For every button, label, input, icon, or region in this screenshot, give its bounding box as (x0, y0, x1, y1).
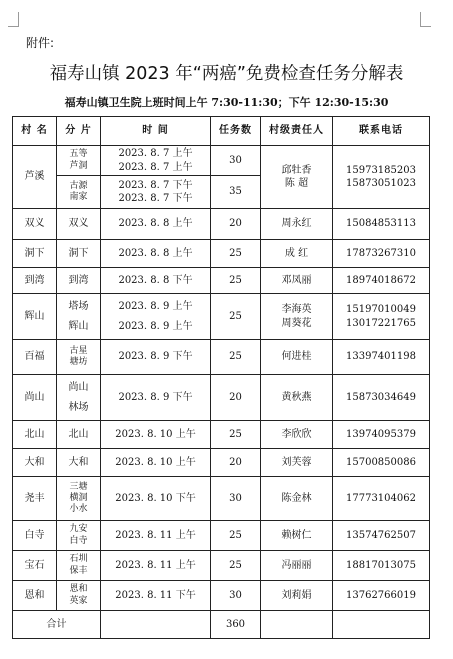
village-cell: 北山 (13, 421, 57, 449)
village-cell: 百福 (13, 340, 57, 375)
total-row (13, 611, 430, 639)
time-cell: 2023. 8. 11 上午 (101, 521, 211, 551)
time-cell: 2023. 8. 8 上午 (101, 209, 211, 240)
phone-cell: 13397401198 (333, 340, 430, 375)
time-cell: 2023. 8. 8 下午 (101, 268, 211, 294)
person-cell: 李欣欣 (261, 421, 333, 449)
total-tasks: 360 (211, 611, 261, 639)
phone-cell: 13574762507 (333, 521, 430, 551)
table-row (13, 521, 430, 551)
person-cell: 黄秋燕 (261, 375, 333, 421)
piece-cell: 大和 (57, 449, 101, 477)
tasks-cell: 30 (211, 477, 261, 521)
person-cell: 冯丽丽 (261, 551, 333, 581)
column-header-tasks: 任务数 (211, 117, 261, 146)
person-cell: 李海英 周葵花 (261, 294, 333, 340)
tasks-cell: 25 (211, 240, 261, 268)
crop-mark-top-left (8, 12, 19, 27)
time-cell: 2023. 8. 10 上午 (101, 421, 211, 449)
column-header-piece: 分 片 (57, 117, 101, 146)
table-row (13, 294, 430, 340)
working-hours-subtitle: 福寿山镇卫生院上班时间上午 7:30-11:30；下午 12:30-15:30 (64, 96, 389, 109)
village-cell: 芦溪 (13, 146, 57, 209)
time-cell: 2023. 8. 7 下午 2023. 8. 7 下午 (101, 176, 211, 209)
phone-cell: 15700850086 (333, 449, 430, 477)
phone-cell: 15084853113 (333, 209, 430, 240)
phone-cell: 13762766019 (333, 581, 430, 611)
phone-cell: 17873267310 (333, 240, 430, 268)
village-cell: 辉山 (13, 294, 57, 340)
person-cell: 刘芙蓉 (261, 449, 333, 477)
tasks-cell: 20 (211, 449, 261, 477)
tasks-cell: 25 (211, 421, 261, 449)
total-label: 合计 (13, 611, 101, 639)
table-row (13, 209, 430, 240)
piece-cell: 双义 (57, 209, 101, 240)
tasks-cell: 25 (211, 551, 261, 581)
table-row (13, 477, 430, 521)
phone-cell: 18817013075 (333, 551, 430, 581)
piece-cell: 九安 白寺 (57, 521, 101, 551)
village-cell: 恩和 (13, 581, 57, 611)
table-row (13, 551, 430, 581)
time-cell: 2023. 8. 10 下午 (101, 477, 211, 521)
table-row (13, 581, 430, 611)
tasks-cell: 25 (211, 340, 261, 375)
piece-cell: 古星 塘坊 (57, 340, 101, 375)
piece-cell: 恩和 英家 (57, 581, 101, 611)
tasks-cell: 35 (211, 176, 261, 209)
time-cell: 2023. 8. 9 下午 (101, 375, 211, 421)
column-header-village: 村 名 (13, 117, 57, 146)
piece-cell: 北山 (57, 421, 101, 449)
piece-cell: 尚山 林场 (57, 375, 101, 421)
attachment-label: 附件: (26, 36, 55, 50)
tasks-cell: 30 (211, 146, 261, 176)
village-cell: 尧丰 (13, 477, 57, 521)
total-phone-cell (333, 611, 430, 639)
phone-cell: 15973185203 15873051023 (333, 146, 430, 209)
total-time-cell (101, 611, 211, 639)
village-cell: 宝石 (13, 551, 57, 581)
time-cell: 2023. 8. 11 下午 (101, 581, 211, 611)
phone-cell: 18974018672 (333, 268, 430, 294)
document-title: 福寿山镇 2023 年“两癌”免费检查任务分解表 (49, 64, 404, 84)
piece-cell: 三塘 横洞 小水 (57, 477, 101, 521)
person-cell: 邱牡香 陈 超 (261, 146, 333, 209)
tasks-cell: 25 (211, 294, 261, 340)
village-cell: 白寺 (13, 521, 57, 551)
person-cell: 赖树仁 (261, 521, 333, 551)
time-cell: 2023. 8. 10 上午 (101, 449, 211, 477)
table-row (13, 449, 430, 477)
tasks-cell: 25 (211, 268, 261, 294)
table-row (13, 240, 430, 268)
task-table (12, 116, 430, 639)
time-cell: 2023. 8. 7 上午 2023. 8. 7 上午 (101, 146, 211, 176)
time-cell: 2023. 8. 9 下午 (101, 340, 211, 375)
piece-cell: 石圳 保丰 (57, 551, 101, 581)
time-cell: 2023. 8. 11 上午 (101, 551, 211, 581)
village-cell: 到湾 (13, 268, 57, 294)
crop-mark-top-right (420, 12, 431, 27)
tasks-cell: 20 (211, 209, 261, 240)
village-cell: 尚山 (13, 375, 57, 421)
phone-cell: 13974095379 (333, 421, 430, 449)
person-cell: 成 红 (261, 240, 333, 268)
village-cell: 双义 (13, 209, 57, 240)
time-cell: 2023. 8. 9 上午 2023. 8. 9 上午 (101, 294, 211, 340)
phone-cell: 17773104062 (333, 477, 430, 521)
table-row (13, 421, 430, 449)
table-header-row (13, 117, 430, 146)
table-row (13, 268, 430, 294)
column-header-person: 村级责任人 (261, 117, 333, 146)
person-cell: 邓凤丽 (261, 268, 333, 294)
column-header-phone: 联系电话 (333, 117, 430, 146)
village-cell: 大和 (13, 449, 57, 477)
tasks-cell: 25 (211, 521, 261, 551)
table-row (13, 146, 430, 176)
time-cell: 2023. 8. 8 上午 (101, 240, 211, 268)
person-cell: 何进桂 (261, 340, 333, 375)
table-row (13, 375, 430, 421)
piece-cell: 塔场 辉山 (57, 294, 101, 340)
person-cell: 陈金林 (261, 477, 333, 521)
phone-cell: 15197010049 13017221765 (333, 294, 430, 340)
tasks-cell: 30 (211, 581, 261, 611)
village-cell: 洞下 (13, 240, 57, 268)
person-cell: 刘莉娟 (261, 581, 333, 611)
piece-cell: 五等 芦洞 (57, 146, 101, 176)
tasks-cell: 20 (211, 375, 261, 421)
piece-cell: 到湾 (57, 268, 101, 294)
column-header-time: 时 间 (101, 117, 211, 146)
piece-cell: 洞下 (57, 240, 101, 268)
phone-cell: 15873034649 (333, 375, 430, 421)
person-cell: 周永红 (261, 209, 333, 240)
piece-cell: 古源 南家 (57, 176, 101, 209)
total-person-cell (261, 611, 333, 639)
table-row (13, 340, 430, 375)
